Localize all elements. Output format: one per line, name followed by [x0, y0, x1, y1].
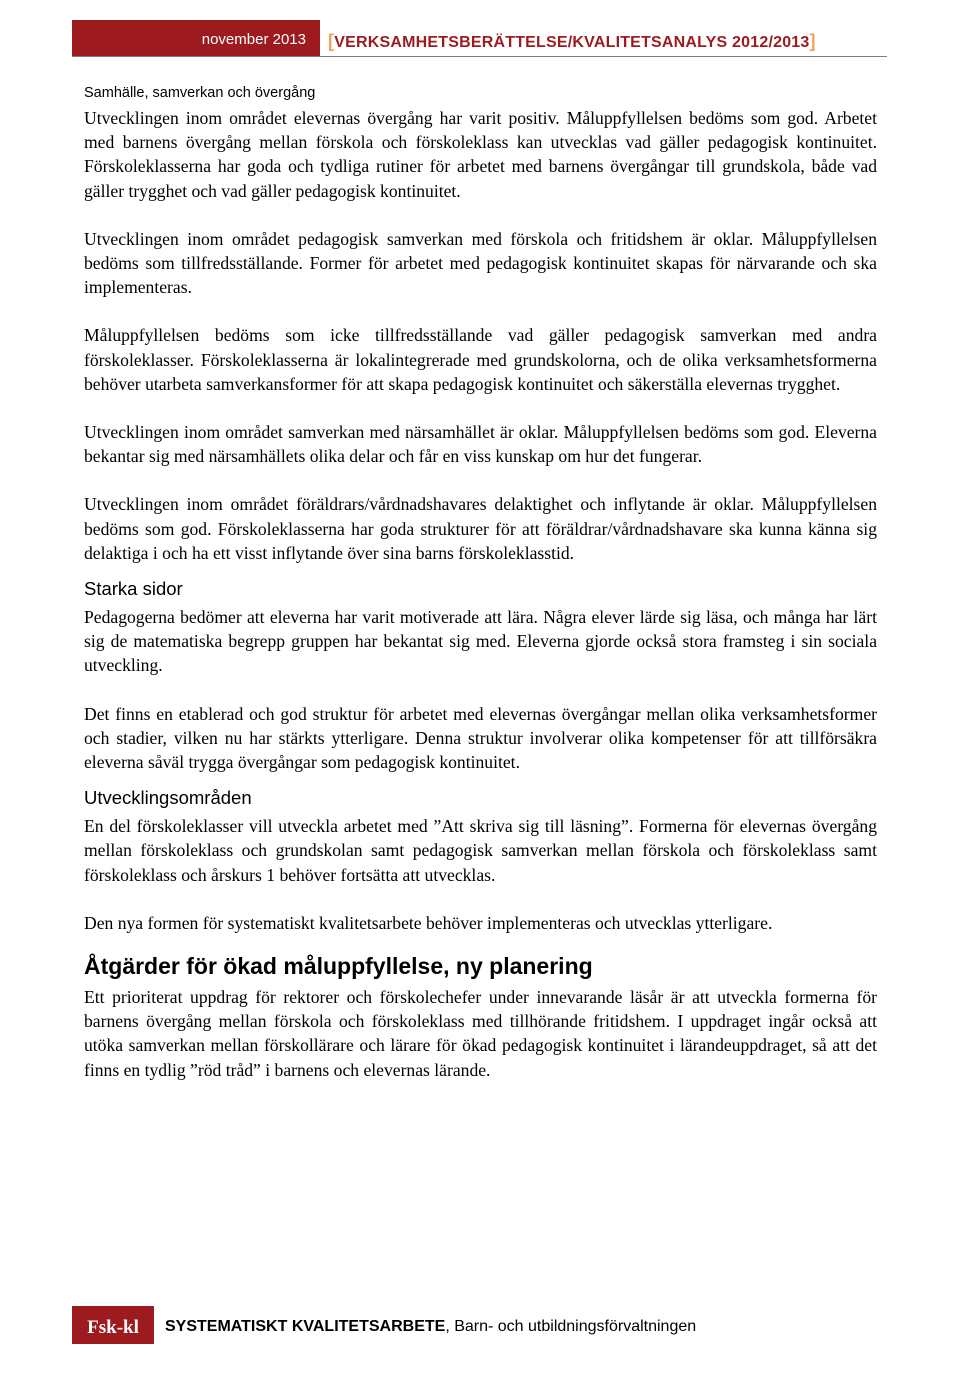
paragraph: Den nya formen för systematiskt kvalitetsarbete behöver implementeras och utvecklas ytterligare. [84, 912, 773, 933]
paragraph: Utvecklingen inom området samverkan med närsamhället är oklar. Måluppfyllelsen bedöms som god. Eleverna bekantar sig med närsamhällets olika delar och får en viss kunskap om hur det fungerar. [84, 422, 877, 467]
footer-title-bold: SYSTEMATISKT KVALITETSARBETE [165, 1318, 446, 1335]
paragraph: Måluppfyllelsen bedöms som icke tillfredsställande vad gäller pedagogisk samverkan med andra förskoleklasser. Förskoleklasserna är lokalintegrerade med grundskolorna, och de olika verksamhetsformerna behöver utarbeta samverkansformer för att skapa pedagogisk kontinuitet och säkerställa elevernas trygghet. [84, 325, 877, 394]
header-title-text: VERKSAMHETSBERÄTTELSE/KVALITETSANALYS 2012/2013 [334, 34, 810, 51]
header-date: november 2013 [72, 20, 320, 56]
section-heading-starka-sidor: Starka sidor [84, 578, 183, 600]
paragraph: Pedagogerna bedömer att eleverna har varit motiverade att lära. Några elever lärde sig läsa, och många har lärt sig de matematiska begrepp gruppen har bekantat sig med. Eleverna gjorde också stora framsteg i sin sociala utveckling. [84, 607, 877, 676]
paragraph: Utvecklingen inom området föräldrars/vårdnadshavares delaktighet och inflytande är oklar. Måluppfyllelsen bedöms som god. Förskoleklasserna har goda strukturer för att föräldrar/vårdnadshavare ska kunna känna sig delaktiga i och ha ett visst inflytande över sina barns förskoleklasstid. [84, 494, 877, 563]
paragraph: Utvecklingen inom området pedagogisk samverkan med förskola och fritidshem är oklar. Måluppfyllelsen bedöms som tillfredsställande. Former för arbetet med pedagogisk kontinuitet skapas för närvarande och ska implementeras. [84, 228, 877, 298]
section-heading-utvecklingsomraden: Utvecklingsområden [84, 787, 252, 809]
section-heading-samhalle: Samhälle, samverkan och övergång [84, 85, 316, 101]
paragraph: Utvecklingen inom området elevernas övergång har varit positiv. Måluppfyllelsen bedöms som god. Arbetet med barnens övergång mellan förskola och förskoleklass kan utvecklas vad gäller pedagogisk kontinuitet. Förskoleklasserna har goda och tydliga rutiner för arbetet med barnens övergångar till grundskola, både vad gäller trygghet och vad gäller pedagogisk kontinuitet. [84, 108, 877, 201]
document-body [84, 82, 877, 1082]
footer-title [165, 1306, 696, 1344]
header-divider [72, 56, 887, 57]
header-bracket-close: ] [809, 31, 816, 51]
footer-logo: Fsk-kl [72, 1306, 154, 1344]
paragraph: Ett prioriterat uppdrag för rektorer och förskolechefer under innevarande läsår är att utveckla formerna för barnens övergång mellan förskola och förskoleklass med tillhörande fritidshem. I uppdraget ingår också att utöka samverkan mellan förskollärare och lärare för ökad pedagogisk kontinuitet i lärandeuppdraget, så att det finns en tydlig ”röd tråd” i barnens och elevernas lärande. [84, 987, 877, 1080]
paragraph: Det finns en etablerad och god struktur för arbetet med elevernas övergångar mellan olika verksamhetsformer och stadier, vilken nu har stärkts ytterligare. Denna struktur involverar olika kompetenser för att tillförsäkra eleverna såväl trygga övergångar som pedagogisk kontinuitet. [84, 703, 877, 773]
section-heading-atgarder: Åtgärder för ökad måluppfyllelse, ny planering [84, 953, 593, 980]
footer-title-rest: , Barn- och utbildningsförvaltningen [445, 1318, 697, 1335]
header-title [328, 20, 816, 56]
page-header [72, 20, 887, 56]
page-footer [72, 1306, 887, 1344]
paragraph: En del förskoleklasser vill utveckla arbetet med ”Att skriva sig till läsning”. Formerna för elevernas övergång mellan förskoleklass och grundskolan samt pedagogisk samverkan mellan förskola och förskoleklass samt förskoleklass och årskurs 1 behöver fortsätta att utvecklas. [84, 816, 877, 885]
header-bracket-open: [ [328, 31, 335, 51]
